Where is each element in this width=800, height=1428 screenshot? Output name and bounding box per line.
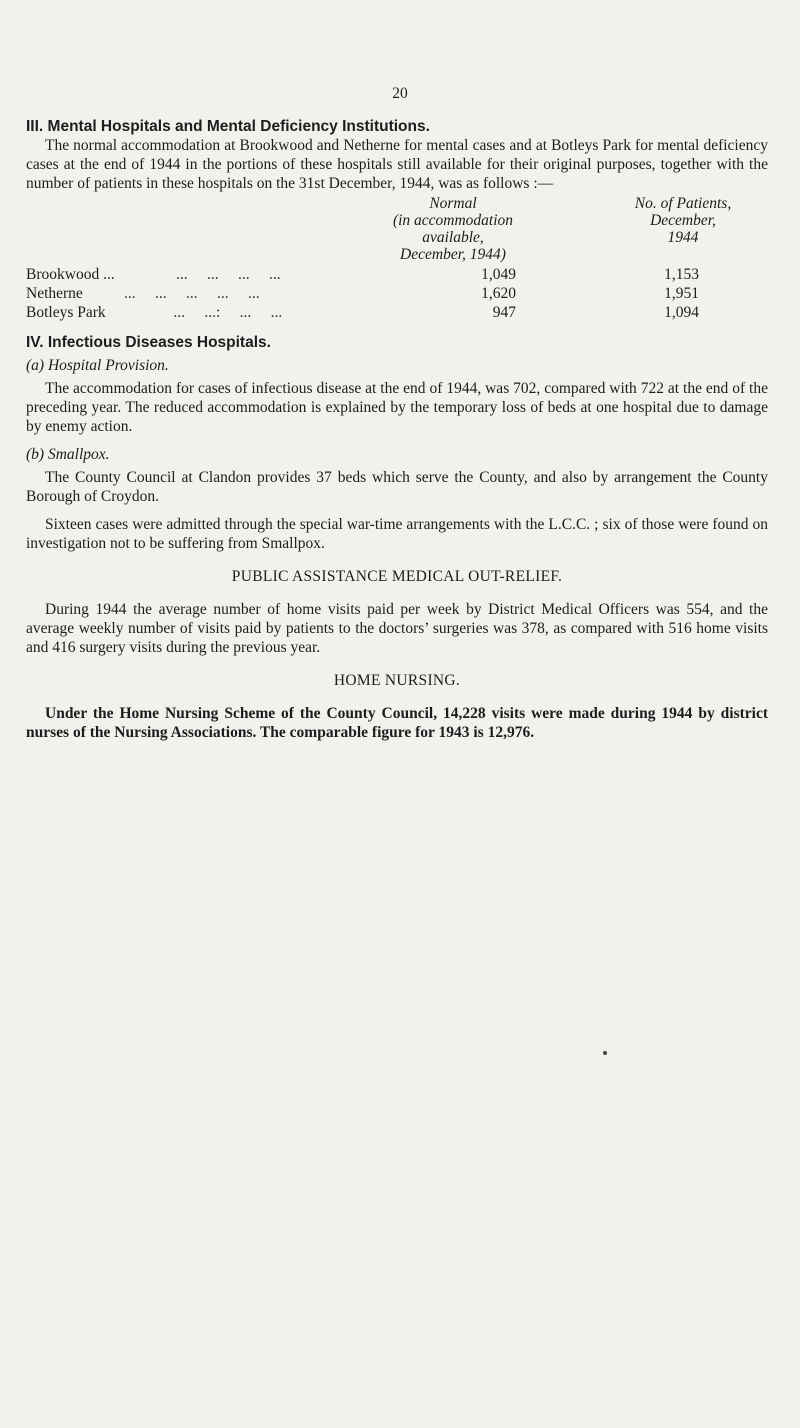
- table-col-patients-header: [594, 195, 772, 246]
- row-leader-dots: ... ... ... ... ...: [124, 285, 260, 302]
- public-assistance-text: During 1944 the average number of home visits paid per week by District Medical Officers was 554, and the average weekly number of visits paid by patients to the doctors’ surgeries was 378, as compared with 516 home visits and 416 surgery visits during the previous year.: [26, 601, 768, 656]
- page-content: [26, 117, 768, 742]
- home-nursing-heading: HOME NURSING.: [333, 672, 461, 689]
- row-leader-dots: ... ... ... ...: [176, 266, 281, 283]
- row-normal-accommodation: 947: [492, 304, 516, 321]
- table-row: [26, 284, 768, 303]
- row-normal-accommodation: 1,620: [481, 285, 516, 302]
- subsection-a-heading: [26, 356, 768, 375]
- paper-speck: [603, 1051, 607, 1055]
- table-row: [26, 303, 768, 322]
- subsection-b-title: Smallpox.: [47, 446, 110, 463]
- subsection-a-text: The accommodation for cases of infectious disease at the end of 1944, was 702, compared with 722 at the end of the preceding year. The reduced accommodation is explained by the temporary loss of beds at one hospital due to damage by enemy action.: [26, 380, 768, 435]
- table-row: [26, 265, 768, 284]
- section-iii-heading: III. Mental Hospitals and Mental Deficiency Institutions.: [26, 118, 430, 135]
- section-iii-intro: The normal accommodation at Brookwood and Netherne for mental cases and at Botleys Park for mental deficiency cases at the end of 1944 in the portions of these hospitals still available for their original purposes, together with the number of patients in these hospitals on the 31st December, 1944, was as follows :—: [26, 137, 768, 192]
- col-normal-header-line: (in accommodation: [392, 212, 514, 229]
- row-hospital-name: Brookwood ...: [26, 266, 115, 283]
- col-patients-header-line: No. of Patients,: [634, 195, 732, 212]
- public-assistance-heading: PUBLIC ASSISTANCE MEDICAL OUT-RELIEF.: [231, 568, 563, 585]
- row-patients-count: 1,094: [664, 304, 699, 321]
- col-normal-header-line: December, 1944): [400, 246, 506, 263]
- subsection-b-text-1: The County Council at Clandon provides 37 beds which serve the County, and also by arrangement the County Borough of Croydon.: [26, 469, 768, 505]
- col-normal-header-line: Normal: [429, 195, 477, 212]
- col-normal-header-line: available,: [422, 229, 484, 246]
- row-normal-accommodation: 1,049: [481, 266, 516, 283]
- page-number: 20: [392, 85, 408, 102]
- table-col-normal-header: [358, 195, 548, 263]
- accommodation-table: [26, 195, 768, 329]
- subsection-b-text-2: Sixteen cases were admitted through the special war-time arrangements with the L.C.C. ; six of those were found on investigation not to be suffering from Smallpox.: [26, 516, 768, 552]
- subsection-b-heading: [26, 445, 768, 464]
- subsection-a-title: Hospital Provision.: [47, 357, 169, 374]
- row-hospital-name: Netherne: [26, 285, 83, 302]
- subsection-b-label: (b): [26, 446, 45, 463]
- col-patients-header-line: 1944: [667, 229, 699, 246]
- row-patients-count: 1,153: [664, 266, 699, 283]
- col-patients-header-line: December,: [650, 212, 716, 229]
- row-patients-count: 1,951: [664, 285, 699, 302]
- row-hospital-name: Botleys Park: [26, 304, 106, 321]
- section-iv-heading: IV. Infectious Diseases Hospitals.: [26, 334, 271, 351]
- subsection-a-label: (a): [26, 357, 45, 374]
- home-nursing-text: Under the Home Nursing Scheme of the County Council, 14,228 visits were made during 1944 by district nurses of the Nursing Associations. The comparable figure for 1943 is 12,976.: [26, 705, 768, 741]
- row-leader-dots: ... ...: ... ...: [154, 304, 283, 321]
